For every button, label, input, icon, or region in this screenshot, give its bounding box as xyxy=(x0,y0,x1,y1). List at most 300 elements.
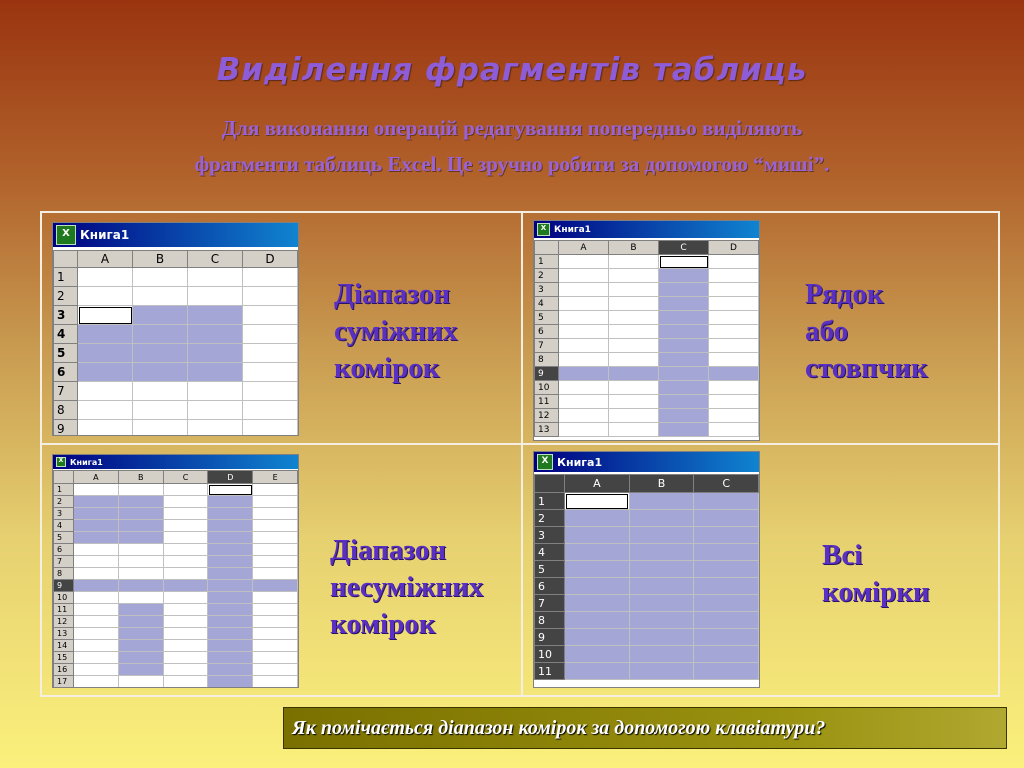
row-header[interactable]: 10 xyxy=(535,381,559,395)
spreadsheet-cell[interactable] xyxy=(629,527,694,544)
spreadsheet-cell[interactable] xyxy=(118,676,163,688)
spreadsheet-cell[interactable] xyxy=(253,676,298,688)
spreadsheet-cell[interactable] xyxy=(694,663,759,680)
spreadsheet-cell[interactable] xyxy=(208,520,253,532)
spreadsheet-cell[interactable] xyxy=(609,311,659,325)
spreadsheet-cell[interactable] xyxy=(163,544,208,556)
row-header[interactable]: 13 xyxy=(54,628,74,640)
spreadsheet-cell[interactable] xyxy=(78,268,133,287)
row-header[interactable]: 7 xyxy=(535,595,565,612)
spreadsheet-cell[interactable] xyxy=(163,568,208,580)
spreadsheet-cell[interactable] xyxy=(118,532,163,544)
spreadsheet-cell[interactable] xyxy=(188,344,243,363)
spreadsheet-cell[interactable] xyxy=(709,339,759,353)
spreadsheet-cell[interactable] xyxy=(163,676,208,688)
spreadsheet-cell[interactable] xyxy=(253,628,298,640)
select-all-corner[interactable] xyxy=(535,241,559,255)
spreadsheet-cell[interactable] xyxy=(659,255,709,269)
spreadsheet-cell[interactable] xyxy=(253,508,298,520)
row-header[interactable]: 9 xyxy=(535,629,565,646)
spreadsheet-cell[interactable] xyxy=(188,420,243,437)
row-header[interactable]: 2 xyxy=(54,287,78,306)
spreadsheet-cell[interactable] xyxy=(565,663,630,680)
spreadsheet-cell[interactable] xyxy=(163,520,208,532)
spreadsheet-cell[interactable] xyxy=(709,311,759,325)
spreadsheet-cell[interactable] xyxy=(208,544,253,556)
spreadsheet-cell[interactable] xyxy=(709,297,759,311)
row-header[interactable]: 2 xyxy=(535,510,565,527)
spreadsheet-cell[interactable] xyxy=(253,568,298,580)
spreadsheet-cell[interactable] xyxy=(188,382,243,401)
spreadsheet-cell[interactable] xyxy=(565,544,630,561)
spreadsheet-cell[interactable] xyxy=(118,664,163,676)
row-header[interactable]: 2 xyxy=(54,496,74,508)
spreadsheet-cell[interactable] xyxy=(609,325,659,339)
spreadsheet-cell[interactable] xyxy=(629,663,694,680)
spreadsheet-cell[interactable] xyxy=(163,628,208,640)
row-header[interactable]: 8 xyxy=(535,353,559,367)
spreadsheet-cell[interactable] xyxy=(629,612,694,629)
spreadsheet-cell[interactable] xyxy=(78,325,133,344)
spreadsheet-cell[interactable] xyxy=(163,616,208,628)
spreadsheet-cell[interactable] xyxy=(559,367,609,381)
spreadsheet-row xyxy=(54,628,298,640)
spreadsheet-cell[interactable] xyxy=(243,344,298,363)
spreadsheet-cell[interactable] xyxy=(559,283,609,297)
spreadsheet-cell[interactable] xyxy=(659,339,709,353)
spreadsheet-cell[interactable] xyxy=(133,401,188,420)
excel-title-bar[interactable] xyxy=(534,221,759,238)
row-header[interactable]: 2 xyxy=(535,269,559,283)
spreadsheet-cell[interactable] xyxy=(694,561,759,578)
spreadsheet-cell[interactable] xyxy=(74,676,119,688)
spreadsheet-cell[interactable] xyxy=(74,664,119,676)
spreadsheet-cell[interactable] xyxy=(709,325,759,339)
spreadsheet-cell[interactable] xyxy=(253,484,298,496)
spreadsheet-cell[interactable] xyxy=(208,616,253,628)
spreadsheet-cell[interactable] xyxy=(118,628,163,640)
spreadsheet-cell[interactable] xyxy=(243,287,298,306)
column-header[interactable]: D xyxy=(243,251,298,268)
spreadsheet-cell[interactable] xyxy=(118,508,163,520)
spreadsheet-cell[interactable] xyxy=(565,578,630,595)
spreadsheet-cell[interactable] xyxy=(559,339,609,353)
spreadsheet-cell[interactable] xyxy=(659,423,709,437)
spreadsheet-cell[interactable] xyxy=(559,409,609,423)
spreadsheet-cell[interactable] xyxy=(133,363,188,382)
spreadsheet-cell[interactable] xyxy=(243,420,298,437)
row-header[interactable]: 4 xyxy=(535,297,559,311)
spreadsheet-cell[interactable] xyxy=(565,493,630,510)
spreadsheet-cell[interactable] xyxy=(609,283,659,297)
row-header[interactable]: 11 xyxy=(535,395,559,409)
row-header[interactable]: 7 xyxy=(54,556,74,568)
spreadsheet-cell[interactable] xyxy=(208,664,253,676)
spreadsheet-cell[interactable] xyxy=(163,664,208,676)
row-header[interactable]: 8 xyxy=(54,401,78,420)
spreadsheet-cell[interactable] xyxy=(565,612,630,629)
select-all-corner[interactable] xyxy=(54,251,78,268)
row-header[interactable]: 8 xyxy=(54,568,74,580)
excel-window-title: Книга1 xyxy=(554,224,591,235)
row-header[interactable]: 3 xyxy=(54,306,78,325)
spreadsheet-cell[interactable] xyxy=(118,652,163,664)
column-header[interactable]: C xyxy=(188,251,243,268)
spreadsheet-cell[interactable] xyxy=(133,344,188,363)
row-header[interactable]: 6 xyxy=(535,578,565,595)
spreadsheet-cell[interactable] xyxy=(253,592,298,604)
spreadsheet-cell[interactable] xyxy=(133,306,188,325)
column-header[interactable]: C xyxy=(694,475,759,493)
column-header[interactable]: C xyxy=(163,471,208,484)
row-header[interactable]: 1 xyxy=(54,484,74,496)
row-header[interactable]: 11 xyxy=(535,663,565,680)
spreadsheet-grid xyxy=(534,240,759,437)
label-all-cells xyxy=(822,537,930,611)
spreadsheet-row xyxy=(54,652,298,664)
spreadsheet-cell[interactable] xyxy=(163,484,208,496)
spreadsheet-cell[interactable] xyxy=(118,556,163,568)
spreadsheet-cell[interactable] xyxy=(559,269,609,283)
spreadsheet-row xyxy=(535,578,759,595)
spreadsheet-cell[interactable] xyxy=(253,496,298,508)
spreadsheet-cell[interactable] xyxy=(118,544,163,556)
spreadsheet-row xyxy=(535,629,759,646)
spreadsheet-cell[interactable] xyxy=(133,382,188,401)
spreadsheet-cell[interactable] xyxy=(188,268,243,287)
label-line: суміжних xyxy=(334,315,458,347)
spreadsheet-cell[interactable] xyxy=(559,381,609,395)
spreadsheet-cell[interactable] xyxy=(659,353,709,367)
spreadsheet-cell[interactable] xyxy=(565,629,630,646)
row-header[interactable]: 4 xyxy=(535,544,565,561)
spreadsheet-cell[interactable] xyxy=(208,508,253,520)
spreadsheet-cell[interactable] xyxy=(253,580,298,592)
spreadsheet-cell[interactable] xyxy=(118,496,163,508)
spreadsheet-cell[interactable] xyxy=(609,353,659,367)
spreadsheet-cell[interactable] xyxy=(253,640,298,652)
excel-title-bar[interactable] xyxy=(534,452,759,472)
spreadsheet-row xyxy=(54,484,298,496)
select-all-corner[interactable] xyxy=(54,471,74,484)
spreadsheet-cell[interactable] xyxy=(253,520,298,532)
spreadsheet-cell[interactable] xyxy=(253,544,298,556)
spreadsheet-cell[interactable] xyxy=(74,640,119,652)
spreadsheet-cell[interactable] xyxy=(629,629,694,646)
label-line: Рядок xyxy=(805,278,884,310)
spreadsheet-cell[interactable] xyxy=(133,325,188,344)
spreadsheet-cell[interactable] xyxy=(253,652,298,664)
subtitle-line-2: фрагменти таблиць Excel. Це зручно робити за допомогою “миші”. xyxy=(194,152,830,176)
spreadsheet-cell[interactable] xyxy=(208,652,253,664)
column-header[interactable]: A xyxy=(78,251,133,268)
spreadsheet-cell[interactable] xyxy=(133,268,188,287)
spreadsheet-cell[interactable] xyxy=(709,395,759,409)
spreadsheet-cell[interactable] xyxy=(659,311,709,325)
row-header[interactable]: 4 xyxy=(54,520,74,532)
spreadsheet-cell[interactable] xyxy=(609,409,659,423)
row-header[interactable]: 10 xyxy=(54,592,74,604)
column-header[interactable]: C xyxy=(659,241,709,255)
spreadsheet-cell[interactable] xyxy=(609,423,659,437)
spreadsheet-cell[interactable] xyxy=(243,382,298,401)
spreadsheet-cell[interactable] xyxy=(559,297,609,311)
row-header[interactable]: 9 xyxy=(54,580,74,592)
spreadsheet-cell[interactable] xyxy=(559,353,609,367)
spreadsheet-cell[interactable] xyxy=(243,401,298,420)
spreadsheet-cell[interactable] xyxy=(74,604,119,616)
spreadsheet-cell[interactable] xyxy=(163,580,208,592)
spreadsheet-cell[interactable] xyxy=(709,283,759,297)
spreadsheet-cell[interactable] xyxy=(709,269,759,283)
spreadsheet-cell[interactable] xyxy=(629,544,694,561)
spreadsheet-cell[interactable] xyxy=(208,568,253,580)
spreadsheet-cell[interactable] xyxy=(694,646,759,663)
spreadsheet-cell[interactable] xyxy=(208,676,253,688)
spreadsheet-cell[interactable] xyxy=(188,325,243,344)
spreadsheet-cell[interactable] xyxy=(74,580,119,592)
question-bar[interactable]: Як помічається діапазон комірок за допомогою клавіатури? xyxy=(283,707,1007,749)
spreadsheet-cell[interactable] xyxy=(559,325,609,339)
column-header[interactable]: D xyxy=(709,241,759,255)
row-header[interactable]: 6 xyxy=(535,325,559,339)
spreadsheet-cell[interactable] xyxy=(559,255,609,269)
column-header[interactable]: B xyxy=(118,471,163,484)
spreadsheet-cell[interactable] xyxy=(253,616,298,628)
spreadsheet-cell[interactable] xyxy=(78,344,133,363)
spreadsheet-cell[interactable] xyxy=(659,409,709,423)
spreadsheet-cell[interactable] xyxy=(609,367,659,381)
spreadsheet-cell[interactable] xyxy=(74,592,119,604)
column-header[interactable]: B xyxy=(629,475,694,493)
spreadsheet-cell[interactable] xyxy=(559,423,609,437)
spreadsheet-cell[interactable] xyxy=(133,420,188,437)
row-header[interactable]: 10 xyxy=(535,646,565,663)
spreadsheet-row xyxy=(54,664,298,676)
row-header[interactable]: 5 xyxy=(535,311,559,325)
spreadsheet-cell[interactable] xyxy=(709,381,759,395)
spreadsheet-cell[interactable] xyxy=(188,363,243,382)
spreadsheet-cell[interactable] xyxy=(188,401,243,420)
spreadsheet-cell[interactable] xyxy=(208,484,253,496)
spreadsheet-cell[interactable] xyxy=(163,604,208,616)
spreadsheet-cell[interactable] xyxy=(163,508,208,520)
spreadsheet-cell[interactable] xyxy=(659,325,709,339)
row-header[interactable]: 6 xyxy=(54,544,74,556)
row-header[interactable]: 5 xyxy=(535,561,565,578)
row-header[interactable]: 5 xyxy=(54,344,78,363)
spreadsheet-cell[interactable] xyxy=(659,269,709,283)
excel-title-bar[interactable] xyxy=(53,223,298,247)
row-header[interactable]: 3 xyxy=(54,508,74,520)
column-header[interactable]: E xyxy=(253,471,298,484)
spreadsheet-cell[interactable] xyxy=(74,616,119,628)
spreadsheet-cell[interactable] xyxy=(565,510,630,527)
row-header[interactable]: 6 xyxy=(54,363,78,382)
spreadsheet-cell[interactable] xyxy=(118,580,163,592)
spreadsheet-cell[interactable] xyxy=(253,556,298,568)
column-header[interactable]: A xyxy=(565,475,630,493)
spreadsheet-cell[interactable] xyxy=(133,287,188,306)
spreadsheet-cell[interactable] xyxy=(629,510,694,527)
spreadsheet-cell[interactable] xyxy=(694,578,759,595)
spreadsheet-cell[interactable] xyxy=(694,544,759,561)
spreadsheet-cell[interactable] xyxy=(78,287,133,306)
spreadsheet-cell[interactable] xyxy=(243,363,298,382)
row-header[interactable]: 8 xyxy=(535,612,565,629)
spreadsheet-cell[interactable] xyxy=(163,640,208,652)
row-header[interactable]: 13 xyxy=(535,423,559,437)
row-header[interactable]: 11 xyxy=(54,604,74,616)
spreadsheet-row xyxy=(54,268,298,287)
spreadsheet-cell[interactable] xyxy=(74,484,119,496)
spreadsheet-cell[interactable] xyxy=(74,652,119,664)
row-header[interactable]: 7 xyxy=(535,339,559,353)
spreadsheet-cell[interactable] xyxy=(118,592,163,604)
column-header[interactable]: B xyxy=(609,241,659,255)
spreadsheet-cell[interactable] xyxy=(709,255,759,269)
spreadsheet-cell[interactable] xyxy=(163,496,208,508)
spreadsheet-cell[interactable] xyxy=(74,556,119,568)
row-header[interactable]: 16 xyxy=(54,664,74,676)
spreadsheet-cell[interactable] xyxy=(74,520,119,532)
row-header[interactable]: 12 xyxy=(535,409,559,423)
spreadsheet-cell[interactable] xyxy=(659,297,709,311)
column-header[interactable]: B xyxy=(133,251,188,268)
row-header[interactable]: 17 xyxy=(54,676,74,688)
row-header[interactable]: 9 xyxy=(535,367,559,381)
row-header[interactable]: 4 xyxy=(54,325,78,344)
spreadsheet-cell[interactable] xyxy=(74,496,119,508)
spreadsheet-cell[interactable] xyxy=(78,382,133,401)
spreadsheet-cell[interactable] xyxy=(709,353,759,367)
column-header[interactable]: D xyxy=(208,471,253,484)
select-all-corner[interactable] xyxy=(535,475,565,493)
row-header[interactable]: 1 xyxy=(535,493,565,510)
row-header[interactable]: 9 xyxy=(54,420,78,437)
spreadsheet-cell[interactable] xyxy=(694,612,759,629)
spreadsheet-cell[interactable] xyxy=(243,268,298,287)
spreadsheet-row xyxy=(535,510,759,527)
row-header[interactable]: 15 xyxy=(54,652,74,664)
spreadsheet-cell[interactable] xyxy=(163,556,208,568)
spreadsheet-cell[interactable] xyxy=(565,595,630,612)
spreadsheet-cell[interactable] xyxy=(208,580,253,592)
spreadsheet-cell[interactable] xyxy=(559,311,609,325)
row-header[interactable]: 14 xyxy=(54,640,74,652)
row-header[interactable]: 1 xyxy=(535,255,559,269)
spreadsheet-row xyxy=(54,532,298,544)
spreadsheet-cell[interactable] xyxy=(659,283,709,297)
spreadsheet-cell[interactable] xyxy=(609,339,659,353)
spreadsheet-cell[interactable] xyxy=(609,255,659,269)
spreadsheet-cell[interactable] xyxy=(565,561,630,578)
spreadsheet-cell[interactable] xyxy=(565,527,630,544)
spreadsheet-cell[interactable] xyxy=(629,493,694,510)
label-line: комірок xyxy=(334,352,440,384)
spreadsheet-grid xyxy=(534,474,759,680)
spreadsheet-cell[interactable] xyxy=(609,269,659,283)
spreadsheet-cell[interactable] xyxy=(74,508,119,520)
row-header[interactable]: 5 xyxy=(54,532,74,544)
spreadsheet-cell[interactable] xyxy=(629,595,694,612)
spreadsheet-cell[interactable] xyxy=(609,381,659,395)
spreadsheet-cell[interactable] xyxy=(78,420,133,437)
spreadsheet-cell[interactable] xyxy=(609,395,659,409)
spreadsheet-cell[interactable] xyxy=(208,496,253,508)
spreadsheet-cell[interactable] xyxy=(78,306,133,325)
spreadsheet-cell[interactable] xyxy=(709,409,759,423)
row-header[interactable]: 7 xyxy=(54,382,78,401)
spreadsheet-cell[interactable] xyxy=(208,604,253,616)
spreadsheet-cell[interactable] xyxy=(609,297,659,311)
spreadsheet-cell[interactable] xyxy=(694,510,759,527)
spreadsheet-cell[interactable] xyxy=(629,646,694,663)
spreadsheet-cell[interactable] xyxy=(78,401,133,420)
spreadsheet-cell[interactable] xyxy=(659,367,709,381)
column-header[interactable]: A xyxy=(74,471,119,484)
row-header[interactable]: 12 xyxy=(54,616,74,628)
row-header[interactable]: 1 xyxy=(54,268,78,287)
spreadsheet-cell[interactable] xyxy=(694,629,759,646)
spreadsheet-cell[interactable] xyxy=(709,367,759,381)
spreadsheet-cell[interactable] xyxy=(694,595,759,612)
spreadsheet-cell[interactable] xyxy=(208,592,253,604)
row-header[interactable]: 3 xyxy=(535,283,559,297)
spreadsheet-cell[interactable] xyxy=(694,493,759,510)
spreadsheet-cell[interactable] xyxy=(694,527,759,544)
spreadsheet-cell[interactable] xyxy=(118,568,163,580)
spreadsheet-cell[interactable] xyxy=(74,628,119,640)
spreadsheet-cell[interactable] xyxy=(659,395,709,409)
excel-title-bar[interactable] xyxy=(53,455,298,469)
spreadsheet-cell[interactable] xyxy=(118,604,163,616)
spreadsheet-cell[interactable] xyxy=(163,652,208,664)
spreadsheet-cell[interactable] xyxy=(253,532,298,544)
spreadsheet-cell[interactable] xyxy=(243,325,298,344)
column-header[interactable]: A xyxy=(559,241,609,255)
spreadsheet-cell[interactable] xyxy=(74,568,119,580)
slide-subtitle xyxy=(40,110,984,182)
row-header[interactable]: 3 xyxy=(535,527,565,544)
spreadsheet-cell[interactable] xyxy=(118,520,163,532)
spreadsheet-cell[interactable] xyxy=(163,592,208,604)
spreadsheet-cell[interactable] xyxy=(243,306,298,325)
spreadsheet-cell[interactable] xyxy=(118,616,163,628)
spreadsheet-cell[interactable] xyxy=(188,287,243,306)
spreadsheet-cell[interactable] xyxy=(74,544,119,556)
spreadsheet-cell[interactable] xyxy=(253,664,298,676)
spreadsheet-cell[interactable] xyxy=(188,306,243,325)
spreadsheet-cell[interactable] xyxy=(163,532,208,544)
spreadsheet-cell[interactable] xyxy=(629,561,694,578)
spreadsheet-cell[interactable] xyxy=(629,578,694,595)
spreadsheet-cell[interactable] xyxy=(118,640,163,652)
spreadsheet-cell[interactable] xyxy=(208,628,253,640)
spreadsheet-cell[interactable] xyxy=(659,381,709,395)
spreadsheet-row xyxy=(535,297,759,311)
spreadsheet-cell[interactable] xyxy=(208,556,253,568)
spreadsheet-cell[interactable] xyxy=(709,423,759,437)
spreadsheet-cell[interactable] xyxy=(74,532,119,544)
spreadsheet-cell[interactable] xyxy=(208,532,253,544)
spreadsheet-cell[interactable] xyxy=(118,484,163,496)
spreadsheet-cell[interactable] xyxy=(208,640,253,652)
spreadsheet-cell[interactable] xyxy=(78,363,133,382)
spreadsheet-cell[interactable] xyxy=(565,646,630,663)
spreadsheet-cell[interactable] xyxy=(253,604,298,616)
spreadsheet-cell[interactable] xyxy=(559,395,609,409)
